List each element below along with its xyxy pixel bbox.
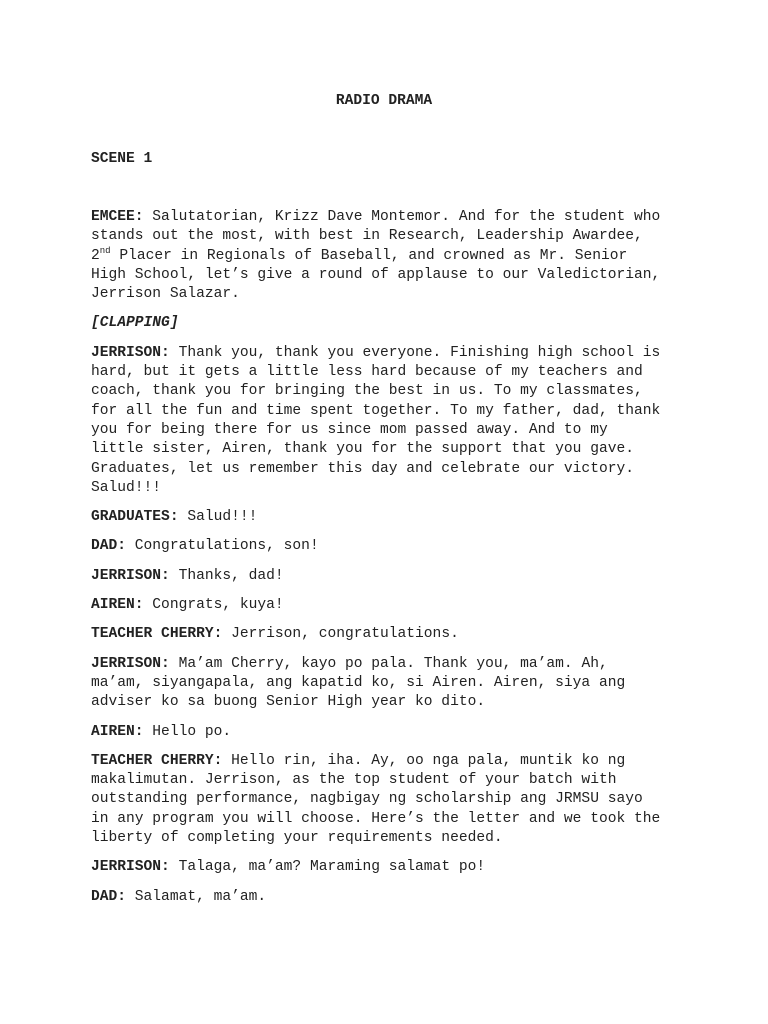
dialogue-block <box>91 752 691 848</box>
dialogue-text: for all the fun and time spent together. To my father, dad, thank <box>91 402 661 419</box>
dialogue-text: hard, but it gets a little less hard because of my teachers and <box>91 364 643 381</box>
dialogue-block <box>91 508 691 527</box>
ordinal-suffix: nd <box>99 245 111 256</box>
dialogue-line <box>91 771 691 790</box>
dialogue-line <box>91 567 691 586</box>
dialogue-line <box>91 344 691 363</box>
stage-direction-text: [CLAPPING] <box>91 315 179 332</box>
dialogue-line <box>91 285 691 304</box>
dialogue-line <box>91 810 691 829</box>
speaker-name: DAD: <box>91 538 127 555</box>
dialogue-line <box>91 266 691 285</box>
dialogue-text: Jerrison, congratulations. <box>222 626 459 643</box>
dialogue-line <box>91 208 691 227</box>
speaker-name: AIREN: <box>91 723 144 740</box>
dialogue-line <box>91 829 691 848</box>
dialogue-block <box>91 655 691 713</box>
document-title: RADIO DRAMA <box>335 93 433 109</box>
dialogue-line <box>91 460 691 479</box>
dialogue-text: Congrats, kuya! <box>143 597 284 614</box>
dialogue-line <box>91 227 691 246</box>
dialogue-text: makalimutan. Jerrison, as the top student of your batch with <box>91 772 617 789</box>
dialogue-text: Talaga, ma’am? Maraming salamat po! <box>169 859 486 876</box>
dialogue-line <box>91 790 691 809</box>
speaker-name: JERRISON: <box>91 567 170 584</box>
dialogue-block <box>91 208 691 304</box>
dialogue-text: High School, let’s give a round of applause to our Valedictorian, <box>91 266 661 283</box>
dialogue-text: Salutatorian, Krizz Dave Montemor. And for the student who <box>143 209 661 225</box>
speaker-name: GRADUATES: <box>91 509 179 526</box>
speaker-name: TEACHER CHERRY: <box>91 752 223 769</box>
dialogue-line <box>91 508 691 527</box>
speaker-name: EMCEE: <box>91 209 144 225</box>
dialogue-block <box>91 625 691 644</box>
dialogue-line <box>91 537 691 556</box>
dialogue-text: Ma’am Cherry, kayo po pala. Thank you, ma’am. Ah, <box>169 655 608 672</box>
speaker-name: JERRISON: <box>91 655 170 672</box>
dialogue-block <box>91 723 691 742</box>
dialogue-line <box>91 625 691 644</box>
dialogue-block <box>91 596 691 615</box>
dialogue-text: Jerrison Salazar. <box>91 286 240 303</box>
dialogue-text: stands out the most, with best in Research, Leadership Awardee, <box>91 228 643 245</box>
dialogue-line <box>91 655 691 674</box>
dialogue-text: Salud!!! <box>178 509 258 526</box>
script-body <box>91 208 691 917</box>
dialogue-text: Congratulations, son! <box>126 538 319 555</box>
dialogue-text: outstanding performance, nagbigay ng scholarship ang JRMSU sayo <box>91 791 643 808</box>
speaker-name: JERRISON: <box>91 859 170 876</box>
dialogue-line <box>91 674 691 693</box>
dialogue-line <box>91 363 691 382</box>
dialogue-line <box>91 752 691 771</box>
dialogue-text: adviser ko sa buong Senior High year ko dito. <box>91 694 486 711</box>
dialogue-text: in any program you will choose. Here’s the letter and we took the <box>91 810 661 827</box>
dialogue-text: little sister, Airen, thank you for the support that you gave. <box>91 441 634 458</box>
dialogue-block <box>91 888 691 907</box>
dialogue-text: Hello po. <box>143 723 232 740</box>
dialogue-text: coach, thank you for bringing the best in us. To my classmates, <box>91 383 643 400</box>
dialogue-text: Thanks, dad! <box>169 567 284 584</box>
scene-heading: SCENE 1 <box>91 151 153 167</box>
dialogue-text: Salud!!! <box>91 479 162 496</box>
dialogue-block <box>91 344 691 498</box>
dialogue-line <box>91 247 691 266</box>
dialogue-line <box>91 479 691 498</box>
dialogue-block <box>91 567 691 586</box>
dialogue-text: liberty of completing your requirements needed. <box>91 830 503 847</box>
dialogue-text: you for being there for us since mom passed away. And to my <box>91 421 608 438</box>
dialogue-block <box>91 858 691 877</box>
dialogue-line <box>91 421 691 440</box>
dialogue-text: 2nd Placer in Regionals of Baseball, and crowned as Mr. Senior <box>91 245 628 264</box>
dialogue-line <box>91 693 691 712</box>
dialogue-text: Salamat, ma’am. <box>126 888 267 905</box>
speaker-name: JERRISON: <box>91 344 170 361</box>
dialogue-line <box>91 723 691 742</box>
speaker-name: DAD: <box>91 888 127 905</box>
dialogue-line <box>91 596 691 615</box>
speaker-name: AIREN: <box>91 597 144 614</box>
dialogue-line <box>91 402 691 421</box>
dialogue-line <box>91 888 691 907</box>
dialogue-text: ma’am, siyangapala, ang kapatid ko, si Airen. Airen, siya ang <box>91 674 626 691</box>
dialogue-text: Graduates, let us remember this day and celebrate our victory. <box>91 460 634 477</box>
dialogue-text: Hello rin, iha. Ay, oo nga pala, muntik ko ng <box>222 752 626 769</box>
dialogue-line <box>91 858 691 877</box>
dialogue-block <box>91 537 691 556</box>
stage-direction <box>91 314 691 333</box>
dialogue-line <box>91 382 691 401</box>
speaker-name: TEACHER CHERRY: <box>91 626 223 643</box>
dialogue-text: Thank you, thank you everyone. Finishing high school is <box>169 344 661 361</box>
dialogue-line <box>91 440 691 459</box>
